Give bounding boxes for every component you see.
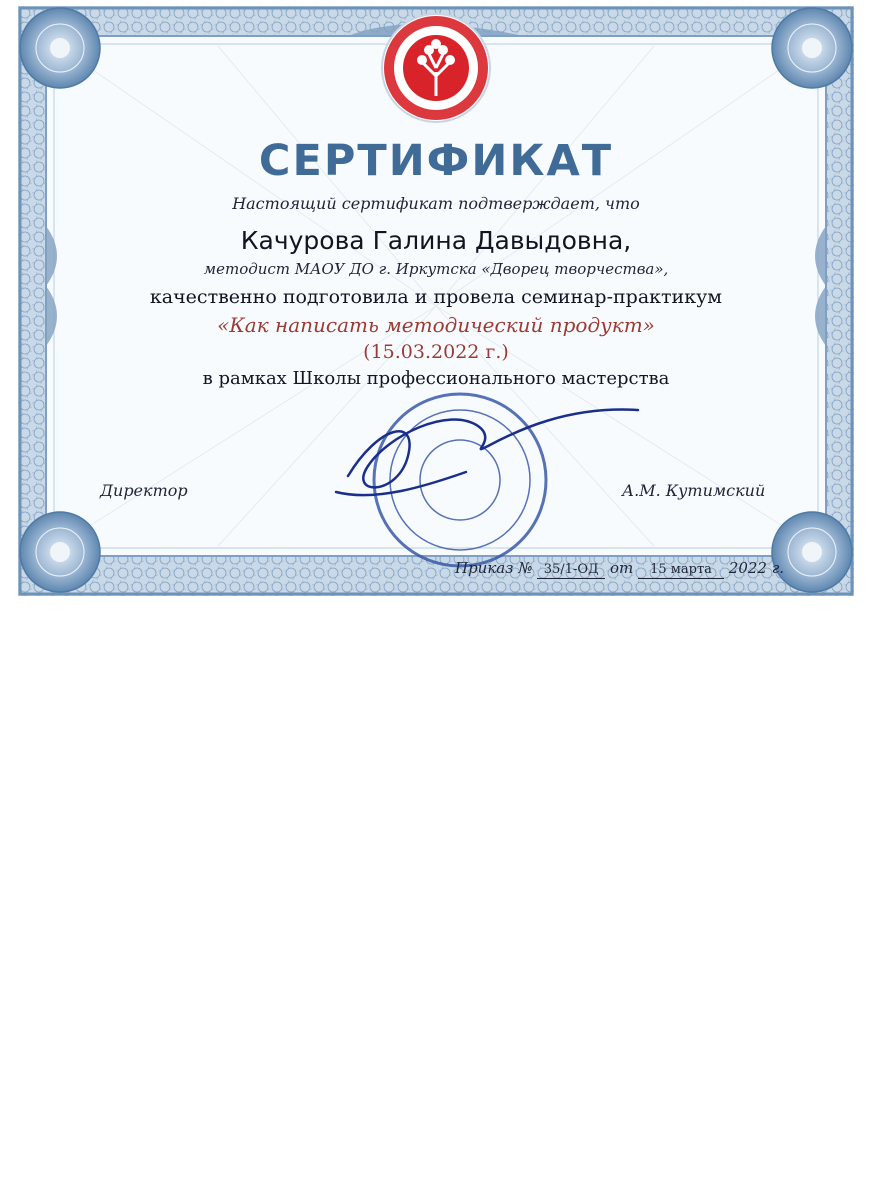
intro-text: Настоящий сертификат подтверждает, что bbox=[232, 194, 640, 213]
order-from: от bbox=[609, 559, 634, 577]
director-name: А.М. Кутимский bbox=[622, 481, 766, 500]
corner-rosette-icon bbox=[20, 8, 100, 88]
program-name: в рамках Школы профессионального мастерства bbox=[202, 368, 670, 389]
corner-rosette-icon bbox=[772, 8, 852, 88]
director-label: Директор bbox=[100, 481, 188, 500]
seminar-topic: «Как написать методический продукт» bbox=[217, 313, 655, 337]
order-prefix: Приказ № bbox=[455, 559, 533, 577]
order-day: 15 марта bbox=[638, 562, 724, 579]
corner-rosette-icon bbox=[20, 512, 100, 592]
order-year: 2022 г. bbox=[728, 559, 785, 577]
order-line bbox=[455, 559, 784, 579]
logo-icon bbox=[382, 14, 490, 122]
certificate bbox=[18, 6, 854, 596]
certificate-title: СЕРТИФИКАТ bbox=[258, 136, 614, 186]
corner-rosette-icon bbox=[772, 512, 852, 592]
seminar-date: (15.03.2022 г.) bbox=[363, 341, 509, 363]
achievement-text: качественно подготовила и провела семинар-практикум bbox=[149, 286, 723, 308]
recipient-name: Качурова Галина Давыдовна, bbox=[240, 226, 632, 255]
recipient-role: методист МАОУ ДО г. Иркутска «Дворец творчества», bbox=[203, 260, 669, 278]
order-number: 35/1-ОД bbox=[537, 562, 605, 579]
